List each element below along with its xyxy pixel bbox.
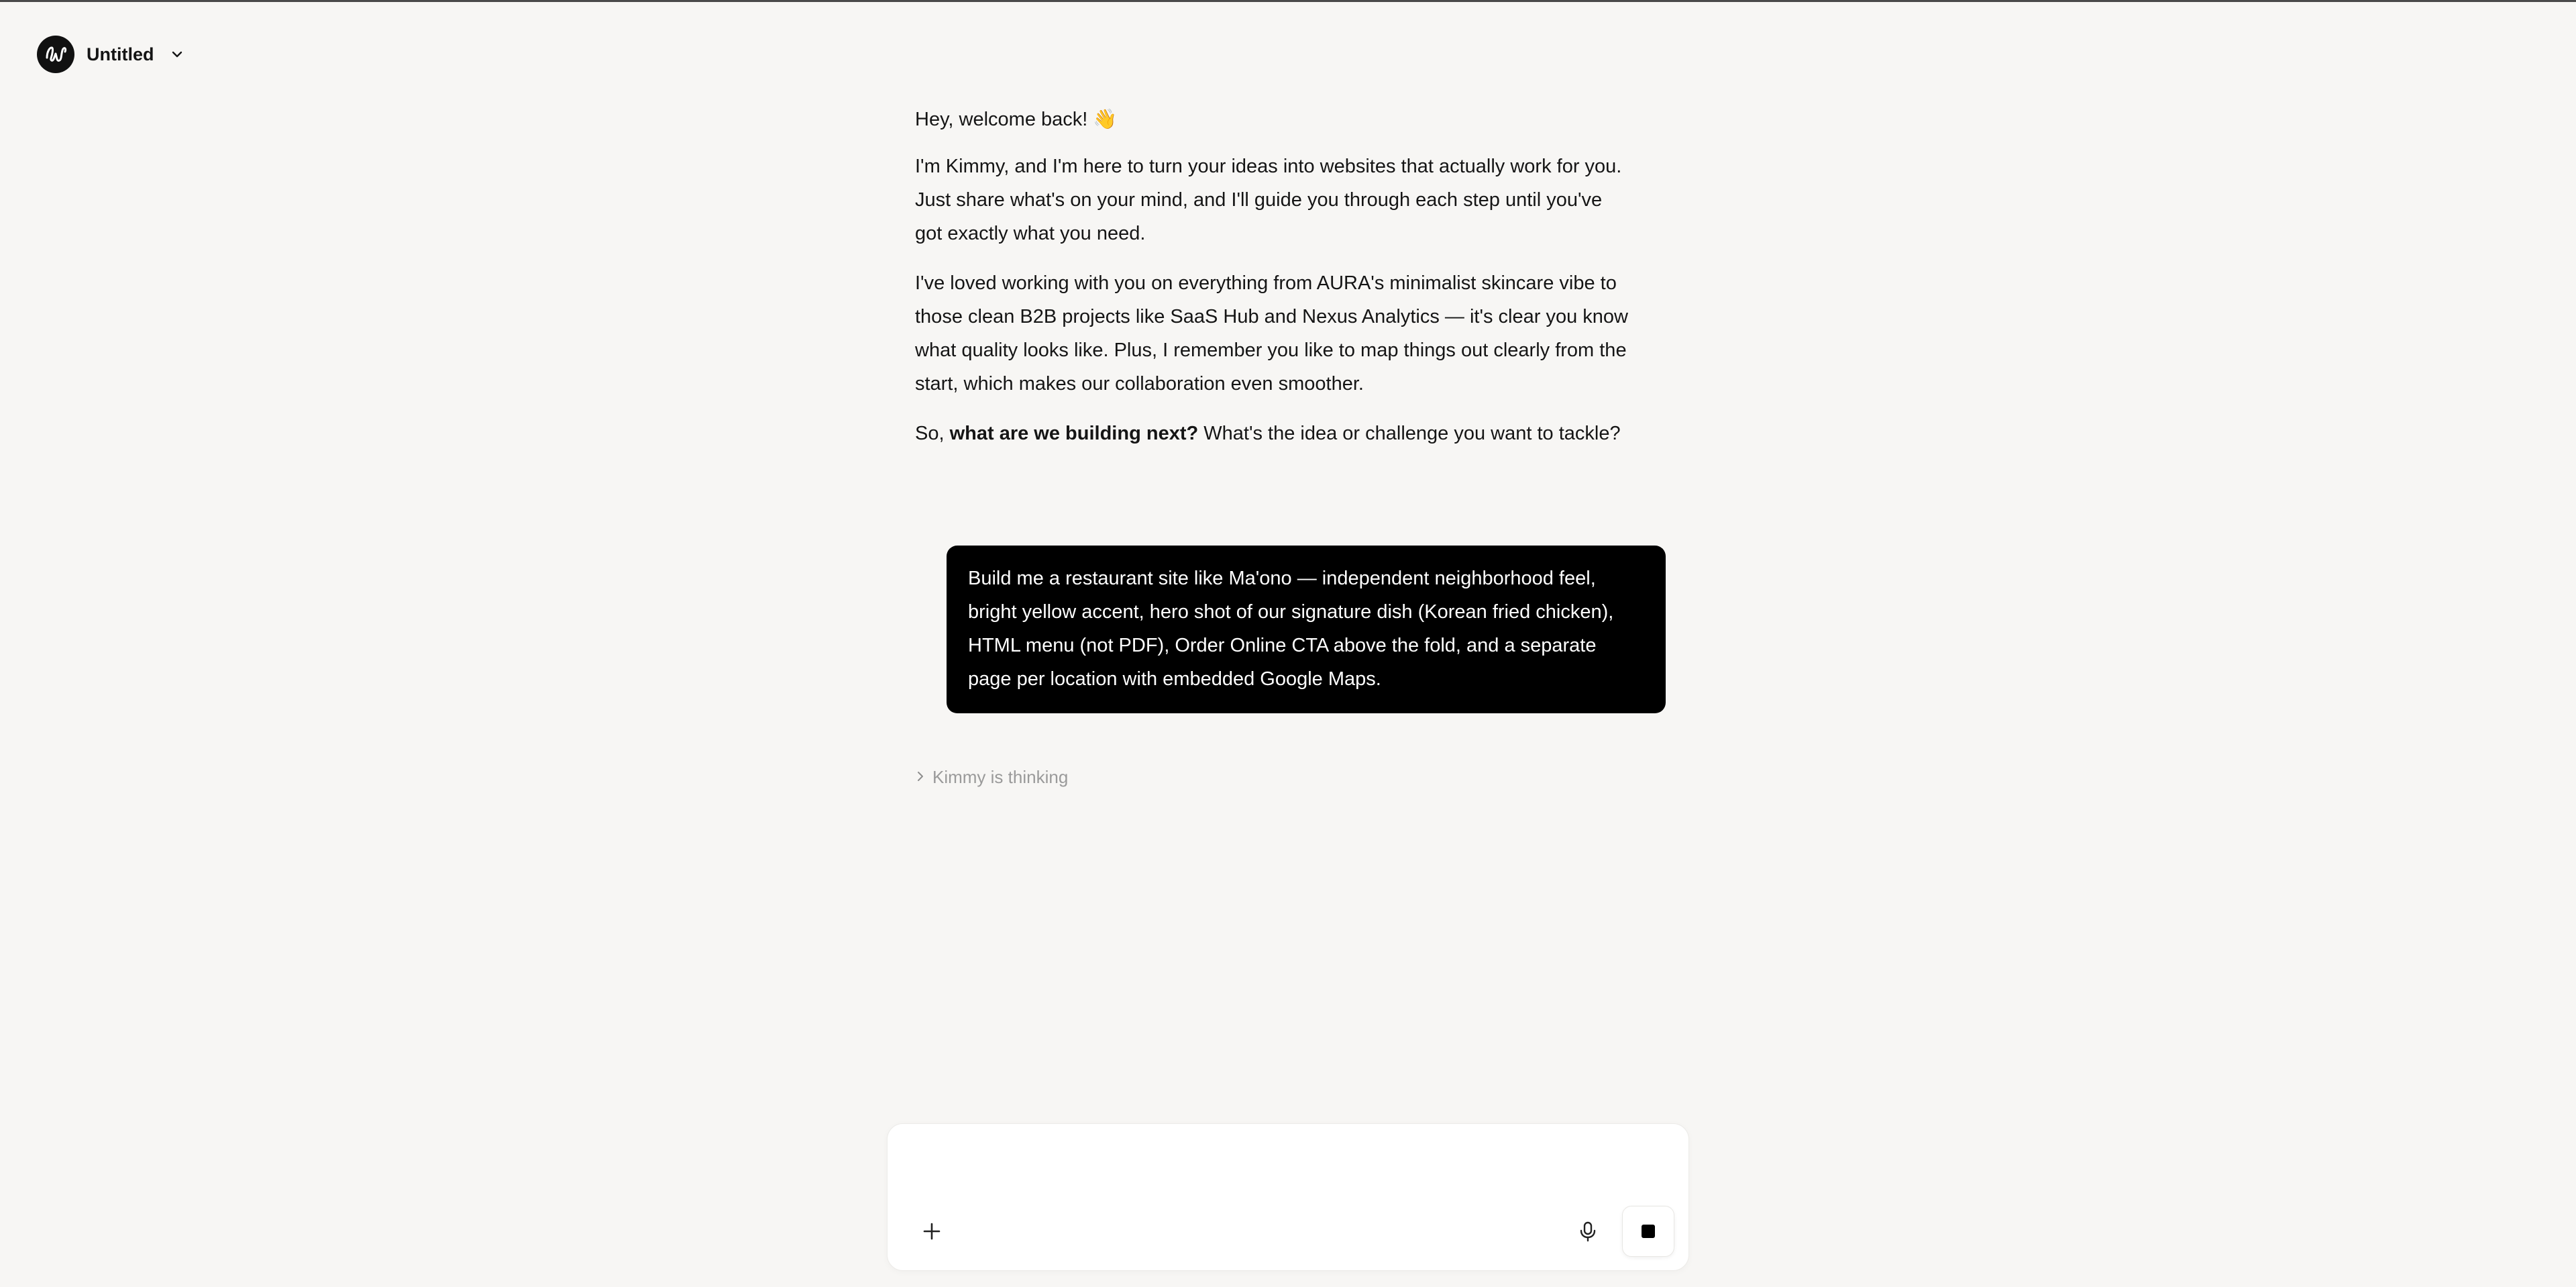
conversation <box>915 103 1666 787</box>
assistant-message <box>915 103 1666 450</box>
user-message-text: Build me a restaurant site like Ma'ono — independent neighborhood feel, bright yellow accent, hero shot of our signature dish (Korean fried chicken), HTML menu (not PDF), Order Online CTA above the fold, and a separate page per location with embedded Google Maps. <box>968 568 1614 690</box>
chevron-right-icon <box>915 767 926 788</box>
message-input[interactable] <box>914 1147 1655 1188</box>
assistant-question <box>915 417 1633 450</box>
project-title[interactable]: Untitled <box>87 44 154 64</box>
assistant-greeting: Hey, welcome back! 👋 <box>915 109 1118 130</box>
thinking-label: Kimmy is thinking <box>932 767 1069 787</box>
message-composer <box>887 1123 1689 1271</box>
thinking-toggle[interactable] <box>915 767 1068 788</box>
assistant-history: I've loved working with you on everything from AURA's minimalist skincare vibe to those clean B2B projects like SaaS Hub and Nexus Analytics — it's clear you know what quality looks like. Plus, I remember you like to map things out clearly from the start, which makes our collaboration even smoother. <box>915 272 1628 395</box>
microphone-icon[interactable] <box>1572 1215 1604 1247</box>
kimmy-logo-icon[interactable] <box>37 36 74 73</box>
question-bold: what are we building next? <box>949 423 1199 444</box>
app-header <box>37 36 185 73</box>
plus-icon[interactable] <box>916 1215 948 1247</box>
question-prefix: So, <box>915 423 950 444</box>
question-suffix: What's the idea or challenge you want to tackle? <box>1198 423 1621 444</box>
chevron-down-icon[interactable] <box>169 46 185 62</box>
assistant-intro: I'm Kimmy, and I'm here to turn your ideas into websites that actually work for you. Just share what's on your mind, and I'll guide you through each step until you've got exactly what you need. <box>915 156 1622 244</box>
user-message-bubble <box>947 546 1666 713</box>
stop-button[interactable] <box>1622 1206 1674 1257</box>
stop-icon <box>1642 1225 1655 1238</box>
